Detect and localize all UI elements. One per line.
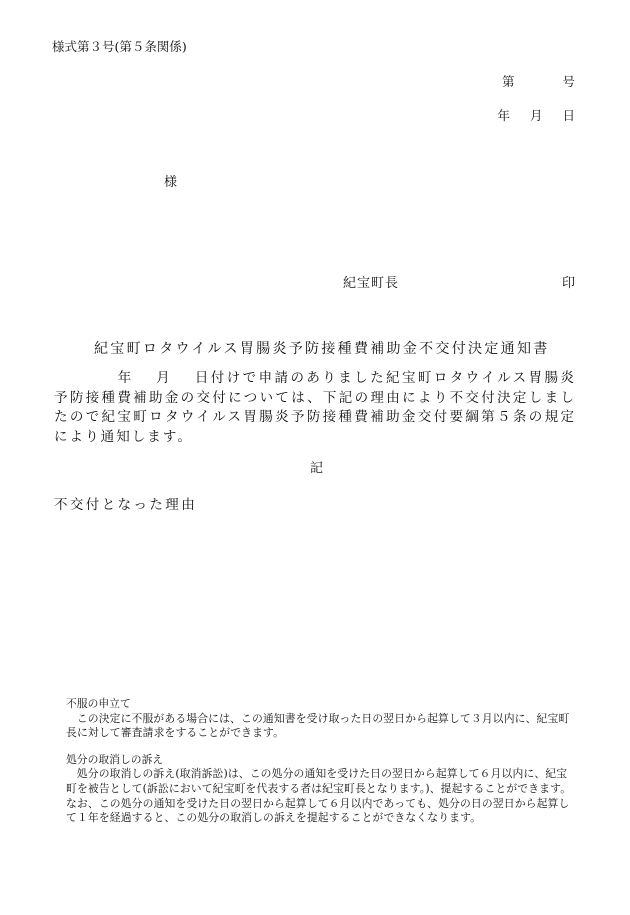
objection-heading: 不服の申立て: [66, 697, 131, 710]
reason-label: 不交付となった理由: [54, 497, 198, 513]
sender-name: 紀宝町長: [343, 276, 400, 291]
date-day: 日: [562, 108, 575, 123]
ki-marker: 記: [310, 461, 324, 476]
legal-notes: [66, 697, 578, 826]
date-month: 月: [529, 108, 543, 123]
notice-body: 年 月 日付けで申請のありました紀宝町ロタウイルス胃腸炎予防接種費補助金の交付については、下記の理由により不交付決定しましたので紀宝町ロタウイルス胃腸炎予防接種費補助金交付要綱第５条の規定により通知します。: [54, 370, 576, 445]
revocation-body: 処分の取消しの訴え(取消訴訟)は、この処分の通知を受けた日の翌日から起算して６月以内に、紀宝町を被告として(訴訟において紀宝町を代表する者は紀宝町長となります。)、提起することができます。なお、この処分の通知を受けた日の翌日から起算して６月以内であっても、処分の日の翌日から起算して１年を経過すると、この処分の取消しの訴えを提起することができなくなります。: [66, 767, 572, 825]
seal-mark: 印: [561, 276, 575, 291]
document-title: 紀宝町ロタウイルス胃腸炎予防接種費補助金不交付決定通知書: [94, 341, 550, 357]
document-number-suffix: 号: [562, 74, 575, 89]
form-number: 様式第３号(第５条関係): [52, 39, 187, 54]
document-number-label: 第: [501, 74, 515, 89]
document-date: [497, 106, 575, 124]
document-number: [502, 72, 575, 90]
objection-body: この決定に不服がある場合には、この通知書を受け取った日の翌日から起算して３月以内に、紀宝町長に対して審査請求をすることができます。: [66, 711, 570, 740]
revocation-heading: 処分の取消しの訴え: [66, 752, 164, 766]
date-year: 年: [497, 108, 510, 123]
addressee-honorific: 様: [164, 175, 178, 190]
